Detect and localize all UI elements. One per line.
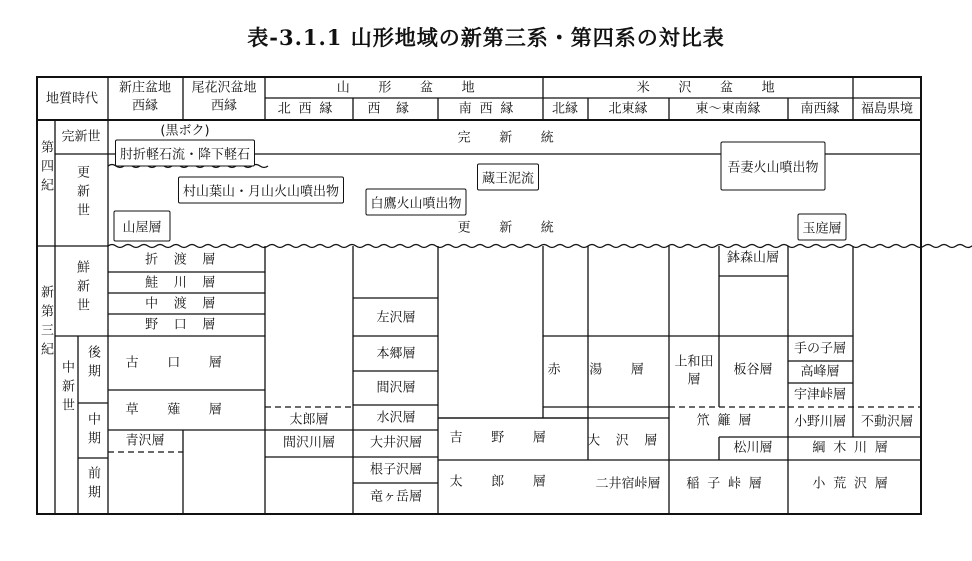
header-geo-age: 地質時代	[45, 91, 99, 107]
page-title: 表-3.1.1 山形地域の新第三系・第四系の対比表	[247, 25, 725, 50]
noguchi-formation: 野口層	[145, 317, 231, 333]
takamine-formation: 高峰層	[800, 364, 840, 380]
utsutoge-formation: 宇津峠層	[793, 387, 847, 403]
aosawa-formation: 青沢層	[125, 433, 165, 449]
header-shinjo-1: 新庄盆地	[118, 80, 172, 96]
matsukawa-formation: 松川層	[733, 440, 773, 456]
furukuchi-formation: 古口層	[125, 355, 251, 371]
murayama-box: 村山葉山・月山火山噴出物	[178, 177, 344, 204]
itaya-formation: 板谷層	[733, 362, 773, 378]
header-yonezawa-n: 北縁	[551, 101, 579, 117]
hijiori-box: 肘折軽石流・降下軽石	[115, 140, 255, 167]
header-yonezawa: 米沢盆地	[636, 80, 804, 96]
ryugatake-formation: 竜ヶ岳層	[369, 489, 423, 505]
header-yamagata-w: 西縁	[367, 101, 425, 117]
yoshino-formation: 吉野層	[449, 430, 575, 446]
header-yonezawa-ne: 北東縁	[608, 101, 648, 117]
hongo-formation: 本郷層	[376, 346, 416, 362]
onogawa-formation: 小野川層	[793, 414, 847, 430]
osawa-formation: 大沢層	[587, 433, 673, 449]
header-yamagata-nw: 北西縁	[277, 101, 341, 117]
era-pliocene: 鮮新世	[74, 260, 89, 317]
oisawa-formation: 大井沢層	[369, 435, 423, 451]
era-middle: 中期	[85, 412, 100, 450]
era-neogene: 新第三紀	[38, 285, 53, 361]
nekosawa-formation: 根子沢層	[369, 462, 423, 478]
kamiwada-formation-1: 上和田	[674, 354, 714, 370]
header-yamagata-sw: 南西縁	[458, 101, 522, 117]
header-yonezawa-e: 東～東南縁	[695, 101, 761, 117]
kuroboku-label: (黒ボク)	[160, 123, 210, 139]
sanoku-box: 山屋層	[113, 211, 170, 242]
hakuto-box: 白鷹火山噴出物	[365, 189, 466, 216]
fudosawa-formation: 不動沢層	[860, 414, 914, 430]
era-pleistocene: 更新世	[74, 165, 89, 222]
koarasawa-formation: 小荒沢層	[812, 476, 896, 492]
taro-sw-formation: 太郎層	[449, 474, 575, 490]
niijuku-formation: 二井宿峠層	[595, 476, 661, 492]
sazawa-formation: 左沢層	[376, 310, 416, 326]
era-holocene: 完新世	[61, 129, 101, 145]
nakawatari-formation: 中渡層	[145, 296, 231, 312]
header-obanazawa-1: 尾花沢盆地	[191, 80, 257, 96]
hachimori-formation: 鉢森山層	[726, 250, 780, 266]
header-fukushima: 福島県境	[860, 101, 914, 117]
kamiwada-formation-2: 層	[687, 372, 701, 388]
sakegawa-formation: 鮭川層	[145, 275, 231, 291]
azuma-box: 吾妻火山噴出物	[720, 142, 825, 191]
kusanagi-formation: 草薙層	[125, 402, 251, 418]
akayu-formation: 赤湯層	[547, 362, 673, 378]
tenoko-formation: 手の子層	[793, 341, 847, 357]
sasara-formation: 笊籬層	[696, 413, 760, 429]
header-yamagata: 山形盆地	[336, 80, 504, 96]
mazawagawa-formation: 間沢川層	[282, 435, 336, 451]
mizusawa-formation: 水沢層	[376, 410, 416, 426]
era-quaternary: 第四紀	[38, 140, 53, 197]
mazawa-formation: 間沢層	[376, 380, 416, 396]
tamaniwa-box: 玉庭層	[797, 214, 846, 241]
header-yonezawa-sw: 南西縁	[800, 101, 840, 117]
header-shinjo-2: 西縁	[131, 98, 159, 114]
inagozaka-formation: 稲子峠層	[686, 476, 770, 492]
holocene-series: 完新統	[457, 130, 583, 146]
era-miocene: 中新世	[59, 360, 74, 417]
header-obanazawa-2: 西縁	[210, 98, 238, 114]
tsunagikigawa-formation: 綱木川層	[812, 440, 896, 456]
taro-nw-formation: 太郎層	[289, 412, 329, 428]
orito-formation: 折渡層	[145, 252, 231, 268]
era-late: 後期	[85, 345, 100, 383]
pleistocene-series: 更新統	[457, 220, 583, 236]
zao-box: 蔵王泥流	[477, 164, 539, 191]
era-early: 前期	[85, 466, 100, 504]
